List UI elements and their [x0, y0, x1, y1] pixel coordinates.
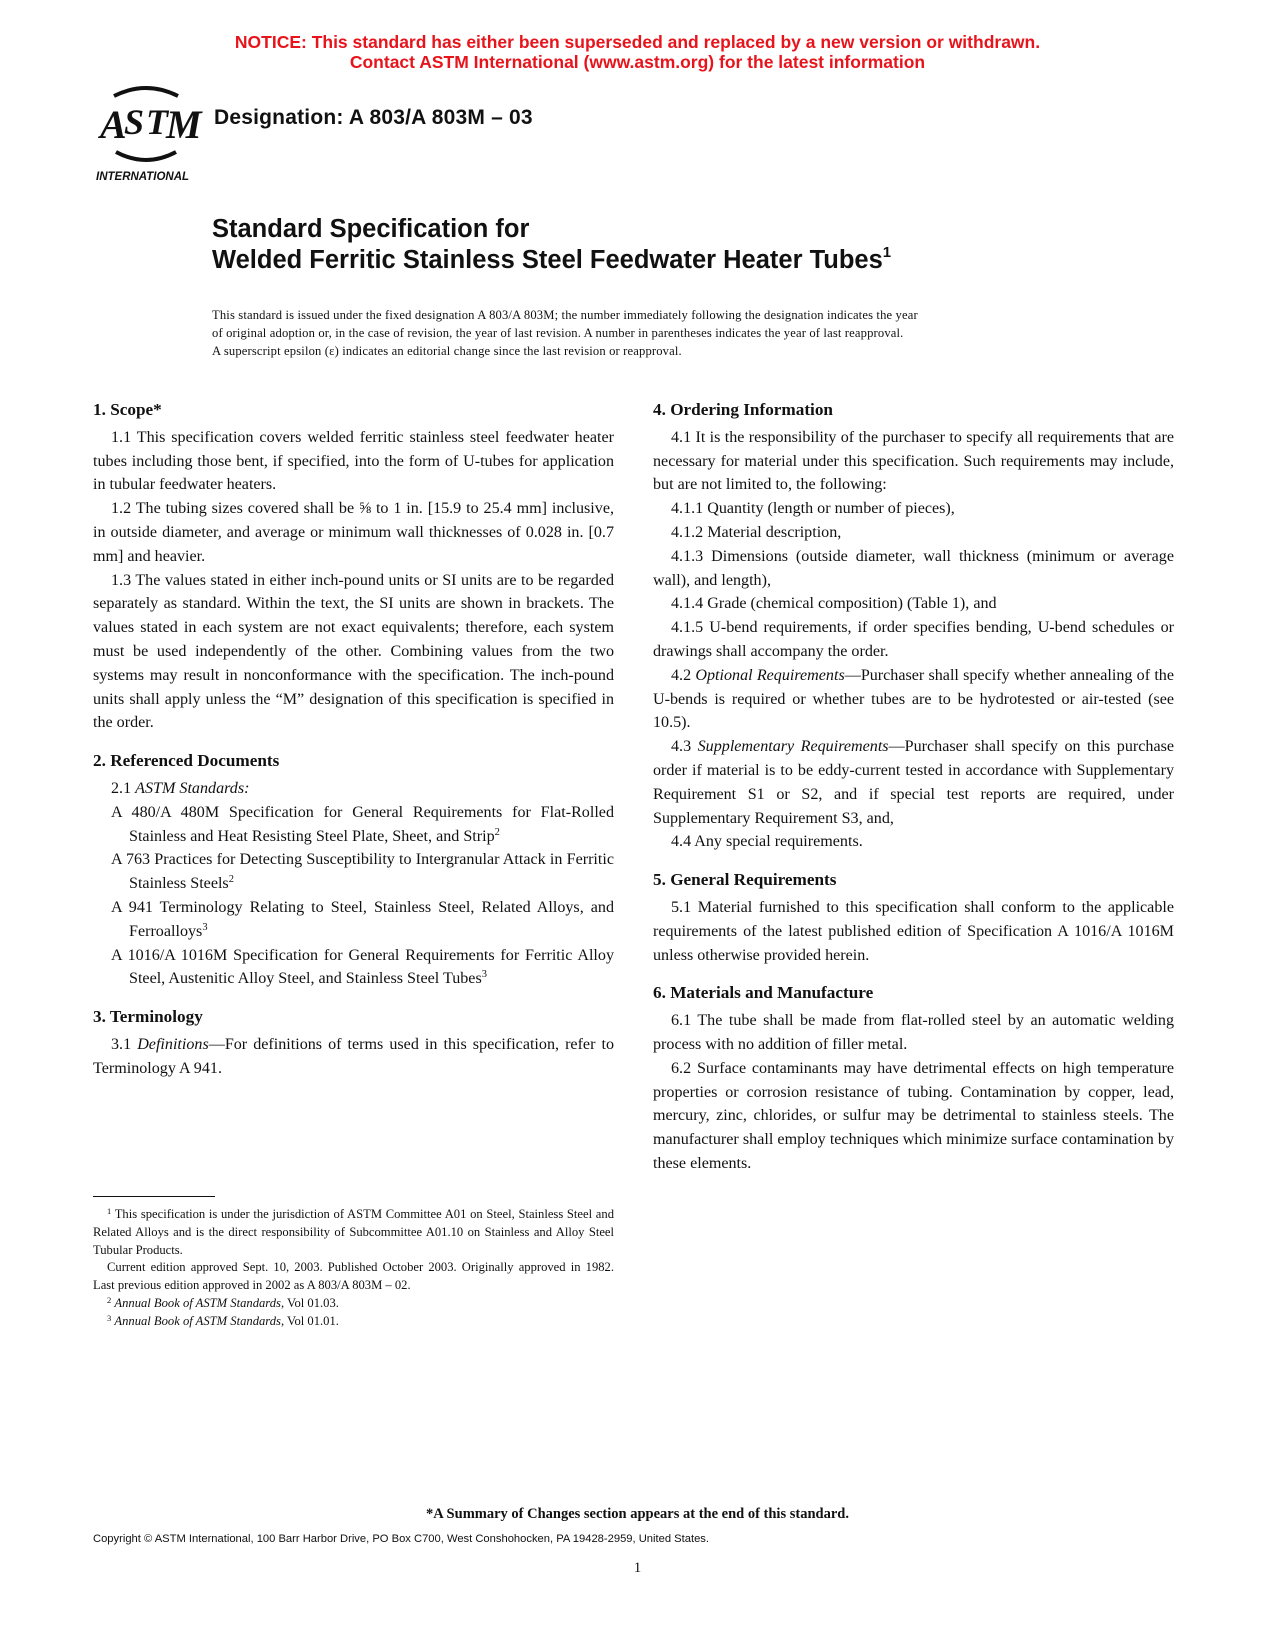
footnote-2-title: Annual Book of ASTM Standards	[114, 1295, 281, 1310]
issuance-line-1: This standard is issued under the fixed designation A 803/A 803M; the number immediately following the designation indicates the year	[212, 308, 918, 322]
footnote-3-text: , Vol 01.01.	[280, 1313, 339, 1328]
referenced-2-1	[93, 777, 614, 801]
terminology-3-1-text: —For definitions of terms used in this specification, refer to Terminology A 941.	[93, 1035, 615, 1077]
materials-heading: 6. Materials and Manufacture	[653, 983, 874, 1003]
copyright: Copyright © ASTM International, 100 Barr Harbor Drive, PO Box C700, West Conshohocken, PA 19428-2959, United States.	[93, 1533, 709, 1545]
reference-item	[93, 896, 614, 944]
ordering-item: 4.1.1 Quantity (length or number of pieces),	[671, 500, 955, 518]
ordering-4-3	[653, 735, 1174, 830]
general-5-1: 5.1 Material furnished to this specification shall conform to the applicable requirements of the latest published edition of Specification A 1016/A 1016M unless otherwise provided herein.	[653, 898, 1174, 964]
summary-of-changes-note: *A Summary of Changes section appears at the end of this standard.	[426, 1506, 849, 1522]
svg-text:A: A	[100, 102, 127, 147]
terminology-3-1-num: 3.1	[111, 1035, 132, 1053]
reference-item	[93, 801, 614, 849]
superseded-notice	[0, 32, 1275, 72]
reference-footnote-ref: 3	[481, 969, 487, 981]
ordering-4-3-text: —Purchaser shall specify on this purchase order if material is to be eddy-current tested in accordance with Supplementary Requirement S1 or S2, and if special test reports are required, under Supplementary Requirement S3, and,	[653, 738, 1174, 827]
footnote-1-marker: 1	[107, 1206, 112, 1216]
terminology-3-1-title: Definitions	[137, 1035, 209, 1053]
reference-footnote-ref: 2	[494, 826, 500, 838]
astm-logo-icon	[94, 86, 202, 186]
scope-1-2: 1.2 The tubing sizes covered shall be ⅝ to 1 in. [15.9 to 25.4 mm] inclusive, in outside diameter, and average or minimum wall thicknesses of 0.028 in. [0.7 mm] and heavier.	[93, 500, 614, 565]
title-line-2	[212, 245, 891, 276]
reference-footnote-ref: 2	[228, 874, 234, 886]
svg-text:T: T	[146, 102, 168, 142]
ordering-4-1: 4.1 It is the responsibility of the purchaser to specify all requirements that are necessary for material under this specification. Such requirements may include, but are not limited to, the following:	[653, 428, 1174, 494]
materials-6-1: 6.1 The tube shall be made from flat-rolled steel by an automatic welding process with no addition of filler metal.	[653, 1012, 1174, 1053]
ordering-item: 4.1.5 U-bend requirements, if order specifies bending, U-bend schedules or drawings shall accompany the order.	[653, 619, 1174, 660]
reference-text: A 763 Practices for Detecting Susceptibility to Intergranular Attack in Ferritic Stainless Steels	[111, 851, 614, 893]
scope-1-3: 1.3 The values stated in either inch-pound units or SI units are to be regarded separately as standard. Within the text, the SI units are shown in brackets. The values stated in each system are not exact equivalents; therefore, each system must be used independently of the other. Combining values from the two systems may result in nonconformance with the specification. The inch-pound units shall apply unless the “M” designation of this specification is specified in the order.	[93, 571, 614, 732]
reference-item	[93, 848, 614, 896]
left-column	[93, 398, 614, 1081]
reference-text: A 1016/A 1016M Specification for General Requirements for Ferritic Alloy Steel, Austenitic Alloy Steel, and Stainless Steel Tubes	[111, 946, 614, 988]
footnote-1	[93, 1206, 614, 1259]
title-line-1: Standard Specification for	[212, 215, 530, 243]
ordering-4-3-num: 4.3	[671, 738, 692, 756]
document-title	[212, 214, 891, 276]
footnote-2-marker: 2	[107, 1294, 112, 1305]
referenced-2-1-title: ASTM Standards:	[135, 779, 250, 797]
right-column	[653, 398, 1174, 1176]
footnotes	[93, 1206, 614, 1331]
referenced-heading: 2. Referenced Documents	[93, 751, 280, 771]
terminology-heading: 3. Terminology	[93, 1007, 203, 1027]
footnote-3	[93, 1313, 614, 1331]
svg-text:M: M	[166, 102, 202, 147]
footnote-1-edition: Current edition approved Sept. 10, 2003. Published October 2003. Originally approved in 1982. Last previous edition approved in 2002 as A 803/A 803M – 02.	[93, 1260, 614, 1293]
reference-text: A 480/A 480M Specification for General Requirements for Flat-Rolled Stainless and Heat Resisting Steel Plate, Sheet, and Strip	[111, 803, 614, 845]
scope-1-1: 1.1 This specification covers welded ferritic stainless steel feedwater heater tubes including those bent, if specified, into the form of U-tubes for application in tubular feedwater heaters.	[93, 428, 614, 494]
svg-text:S: S	[124, 102, 145, 142]
footnote-3-title: Annual Book of ASTM Standards	[114, 1313, 281, 1328]
reference-footnote-ref: 3	[202, 921, 208, 933]
notice-line-1: NOTICE: This standard has either been superseded and replaced by a new version or withdrawn.	[234, 32, 1041, 52]
terminology-3-1	[93, 1033, 614, 1081]
ordering-item: 4.1.2 Material description,	[671, 523, 842, 541]
ordering-item: 4.1.4 Grade (chemical composition) (Table 1), and	[671, 595, 997, 613]
footnote-3-marker: 3	[107, 1312, 112, 1323]
logo-international-text: INTERNATIONAL	[96, 171, 190, 183]
ordering-4-2	[653, 664, 1174, 735]
title-line-2-text: Welded Ferritic Stainless Steel Feedwater Heater Tubes	[212, 246, 883, 274]
title-footnote-ref: 1	[882, 244, 892, 261]
footnote-divider	[93, 1196, 215, 1197]
footnote-2	[93, 1295, 614, 1313]
referenced-2-1-num: 2.1	[111, 779, 132, 797]
scope-heading: 1. Scope*	[93, 400, 162, 419]
ordering-heading: 4. Ordering Information	[653, 400, 833, 419]
reference-item	[93, 944, 614, 992]
designation: Designation: A 803/A 803M – 03	[214, 106, 533, 129]
ordering-4-4: 4.4 Any special requirements.	[671, 833, 863, 851]
issuance-note	[212, 306, 1072, 360]
ordering-item: 4.1.3 Dimensions (outside diameter, wall thickness (minimum or average wall), and length),	[653, 547, 1174, 589]
issuance-line-2: of original adoption or, in the case of revision, the year of last revision. A number in parentheses indicates the year of last reapproval.	[212, 326, 904, 340]
ordering-4-3-title: Supplementary Requirements	[697, 738, 889, 756]
reference-text: A 941 Terminology Relating to Steel, Stainless Steel, Related Alloys, and Ferroalloys	[111, 898, 614, 940]
ordering-4-2-title: Optional Requirements	[695, 666, 845, 684]
notice-line-2: Contact ASTM International (www.astm.org) for the latest information	[349, 52, 926, 72]
ordering-4-2-num: 4.2	[671, 666, 692, 684]
materials-6-2: 6.2 Surface contaminants may have detrimental effects on high temperature properties or corrosion resistance of tubing. Contamination by copper, lead, mercury, zinc, chlorides, or sulfur may be detrimental to stainless steels. The manufacturer shall employ techniques which minimize surface contamination by these elements.	[653, 1059, 1174, 1172]
ordering-4-2-text: —Purchaser shall specify whether annealing of the U-bends is required or whether tubes are to be hydrotested or air-tested (see 10.5).	[653, 666, 1174, 732]
issuance-line-3: A superscript epsilon (ε) indicates an editorial change since the last revision or reapproval.	[212, 344, 682, 358]
footnote-1-text: This specification is under the jurisdiction of ASTM Committee A01 on Steel, Stainless Steel and Related Alloys and is the direct responsibility of Subcommittee A01.10 on Stainless and Alloy Steel Tubular Products.	[93, 1207, 614, 1257]
footnote-2-text: , Vol 01.03.	[280, 1295, 339, 1310]
page-number: 1	[633, 1560, 642, 1576]
general-heading: 5. General Requirements	[653, 870, 837, 890]
